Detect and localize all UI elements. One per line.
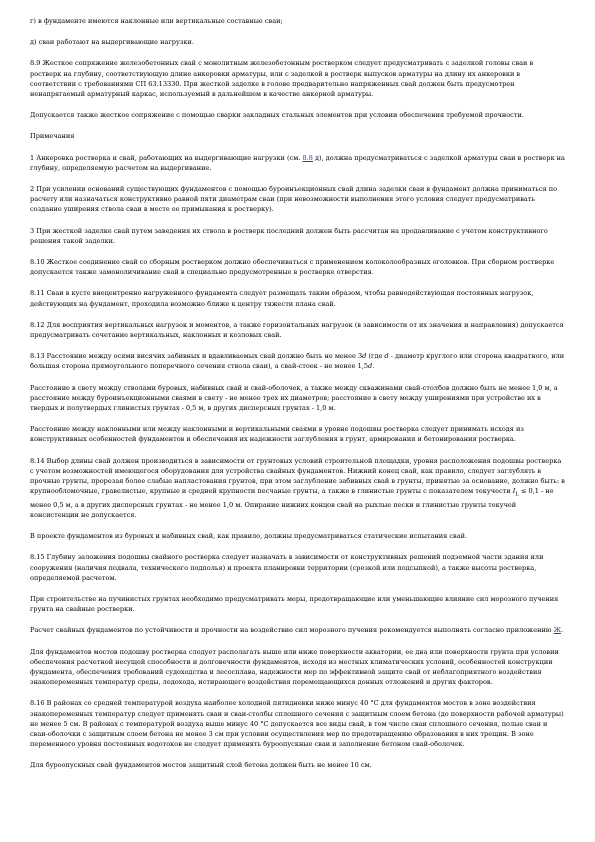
paragraph-8-12: 8.12 Для восприятия вертикальных нагрузок и моментов, а также горизонтальных нагрузок (в зависимости от их значения и направления) допускается предусматривать сочетание вертикальных, наклонных и козловых свай. bbox=[30, 320, 564, 340]
paragraph-item-g: г) в фундаменте имеются наклонные или вертикальные составные сваи; bbox=[30, 17, 283, 25]
paragraph-frost-calc bbox=[30, 625, 565, 635]
italic-d: d bbox=[384, 352, 389, 361]
subscript-l: L bbox=[515, 491, 519, 498]
paragraph-8-15: 8.15 Глубину заложения подошвы свайного ростверка следует назначать в зависимости от конструктивных решений подземной части здания или сооружения (наличия подвала, технического подполья) и проекта планировки территории (срезкой или подсыпкой), а также высоты ростверка, определяемой расчетом. bbox=[30, 553, 544, 582]
paragraph-8-14 bbox=[30, 456, 565, 521]
text-span: ≤ 0,1 - не менее 0,5 м, а в других дисперсных грунтах - не менее 1,0 м. Опирание нижних концов свай на рыхлые пески и глинистые грунты текучей консистенции не допускается. bbox=[30, 487, 554, 519]
italic-d: d bbox=[362, 352, 367, 361]
text-span: . bbox=[372, 362, 375, 371]
paragraph-note-2: 2 При усилении оснований существующих фундаментов с помощью буроинъекционных свай длина заделки сваи в фундамент должна приниматься по расчету или назначаться конструктивно равной пяти диаметрам сваи (при невозможности выполнения этого условия следует предусматривать создание уширения ствола сваи в месте ее примыкания к ростверку). bbox=[30, 185, 558, 214]
paragraph-8-16: 8.16 В районах со средней температурой воздуха наиболее холодной пятидневки ниже минус 40 °С для фундаментов мостов в зоне воздействия знакопеременных температур следует применять сваи и сваи-столбы сплошного сечения с защитным слоем бетона (до поверхности рабочей арматуры) не менее 5 см. В районах с температурой воздуха выше минус 40 °С допускается все виды свай, в том числе сваи сплошного сечения, полые сваи и сваи-оболочки с защитным слоем бетона не менее 3 см при условии осуществления мер по предотвращению образования в них трещин. В зоне переменного уровня постоянных водотоков не следует применять буроопускные сваи и заполнение бетоном свай-оболочек. bbox=[30, 699, 564, 749]
note-1-text-end: д), должна предусматриваться с заделкой арматуры сваи в ростверк на глубину, определяемую расчетом на выдергивание. bbox=[30, 153, 565, 172]
paragraph-bridge-foundations: Для фундаментов мостов подошву ростверка следует располагать выше или ниже поверхности акватории, ее дна или поверхности грунта при условии обеспечения расчетной несущей способности и долговечности фундаментов, исходя из местных климатических условий, особенностей конструкции фундамента, обеспечения требований судоходства и лесосплава, надежности мер по эффективной защите свай от неблагоприятного воздействия знакопеременных температур среды, ледохода, истирающего воздействия перемещающихся донных отложений и других факторов. bbox=[30, 647, 559, 687]
paragraph-note-1 bbox=[30, 153, 565, 173]
italic-d: d bbox=[368, 362, 373, 371]
paragraph-inclined-piles: Расстояние между наклонными или между наклонными и вертикальными сваями в уровне подошвы ростверка следует принимать исходя из конструктивных особенностей фундаментов и обеспечения их надежности заглубления в грунт, армирования и бетонирования ростверка. bbox=[30, 425, 524, 444]
text-span: (где bbox=[366, 352, 385, 361]
link-appendix-zh[interactable]: Ж bbox=[553, 626, 561, 635]
paragraph-static-tests: В проекте фундаментов из буровых и набивных свай, как правило, должны предусматриваться статические испытания свай. bbox=[30, 532, 468, 541]
paragraph-8-13 bbox=[30, 351, 565, 371]
notes-heading: Примечания bbox=[30, 132, 75, 141]
paragraph-note-3: 3 При жесткой заделке свай путем заведения их ствола в ростверк последний должен быть рассчитан на продавливание с учетом конструктивного решения такой заделки. bbox=[30, 226, 548, 245]
paragraph-clear-distance: Расстояние в свету между стволами буровых, набивных свай и свай-оболочек, а также между скважинами свай-столбов должно быть не менее 1,0 м, а расстояние между буроинъекционными сваями в свету - не менее трех их диаметров; расстояние в свету между уширениями при устройстве их в твердых и полутвердых глинистых грунтах - 0,5 м, в других дисперсных грунтах - 1,0 м. bbox=[30, 383, 558, 413]
paragraph-welding: Допускается также жесткое сопряжение с помощью сварки закладных стальных элементов при условии обеспечения требуемой прочности. bbox=[30, 111, 524, 120]
paragraph-item-d: д) сваи работают на выдергивающие нагрузки. bbox=[30, 38, 194, 47]
text-span: . bbox=[560, 626, 564, 635]
paragraph-protective-layer: Для буроопускных свай фундаментов мостов защитный слой бетона должен быть не менее 10 см. bbox=[30, 761, 372, 770]
text-span: - диаметр круглого или сторона квадратного, или большая сторона прямоугольного поперечного сечения ствола сваи), а свай-стоек - не менее 1,5 bbox=[30, 352, 565, 371]
paragraph-8-9: 8.9 Жесткое сопряжение железобетонных свай с монолитным железобетонным ростверком следует предусматривать с заделкой головы сваи в ростверк на глубину, соответствующую длине анкеровки арматуры, или с заделкой в ростверк выпусков арматуры на длину их анкеровки в соответствии с требованиями СП 63.13330. При жесткой заделке в голове предварительно напряженных свай должен быть предусмотрен ненапрягаемый арматурный каркас, используемый в дальнейшем в качестве анкерной арматуры. bbox=[30, 59, 534, 99]
italic-i: I bbox=[512, 487, 516, 496]
text-span: 8.13 Расстояние между осями висячих забивных и вдавливаемых свай должно быть не менее 3 bbox=[30, 352, 363, 361]
paragraph-8-10: 8.10 Жесткое соединение свай со сборным ростверком должно обеспечиваться с применением колоколообразных оголовков. При сборном ростверке допускается также замоноличивание свай в специально предусмотренные в ростверке отверстия. bbox=[30, 258, 555, 277]
note-1-text-start: 1 Анкеровка ростверка и свай, работающих на выдергивающие нагрузки (см. bbox=[30, 153, 303, 162]
text-span: Расчет свайных фундаментов по устойчивости и прочности на воздействие сил морозного пучения рекомендуется выполнять согласно приложению bbox=[30, 626, 554, 635]
paragraph-8-11: 8.11 Сваи в кусте внецентренно нагруженного фундамента следует размещать таким образом, чтобы равнодействующая постоянных нагрузок, действующих на фундамент, проходила возможно ближе к центру тяжести плана свай. bbox=[30, 289, 534, 308]
paragraph-frost-heave: При строительстве на пучинистых грунтах необходимо предусматривать меры, предотвращающие или уменьшающие влияние сил морозного пучения грунта на свайные ростверки. bbox=[30, 595, 559, 614]
text-span: 8.14 Выбор длины свай должен производиться в зависимости от грунтовых условий строительной площадки, уровня расположения подошвы ростверка с учетом возможностей имеющегося оборудования для устройства свайных фундаментов. Нижний конец свай, как правило, следует заглублять в прочные грунты, прорезая более слабые напластования грунтов, при этом заглубление забивных свай в грунты, принятые за основание, должно быть: в крупнообломочные, гравелистые, крупные и средней крупности песчаные грунты, а также в глинистые грунты с показателем текучести bbox=[30, 456, 565, 496]
link-8-8[interactable]: 8.8 bbox=[302, 153, 313, 162]
